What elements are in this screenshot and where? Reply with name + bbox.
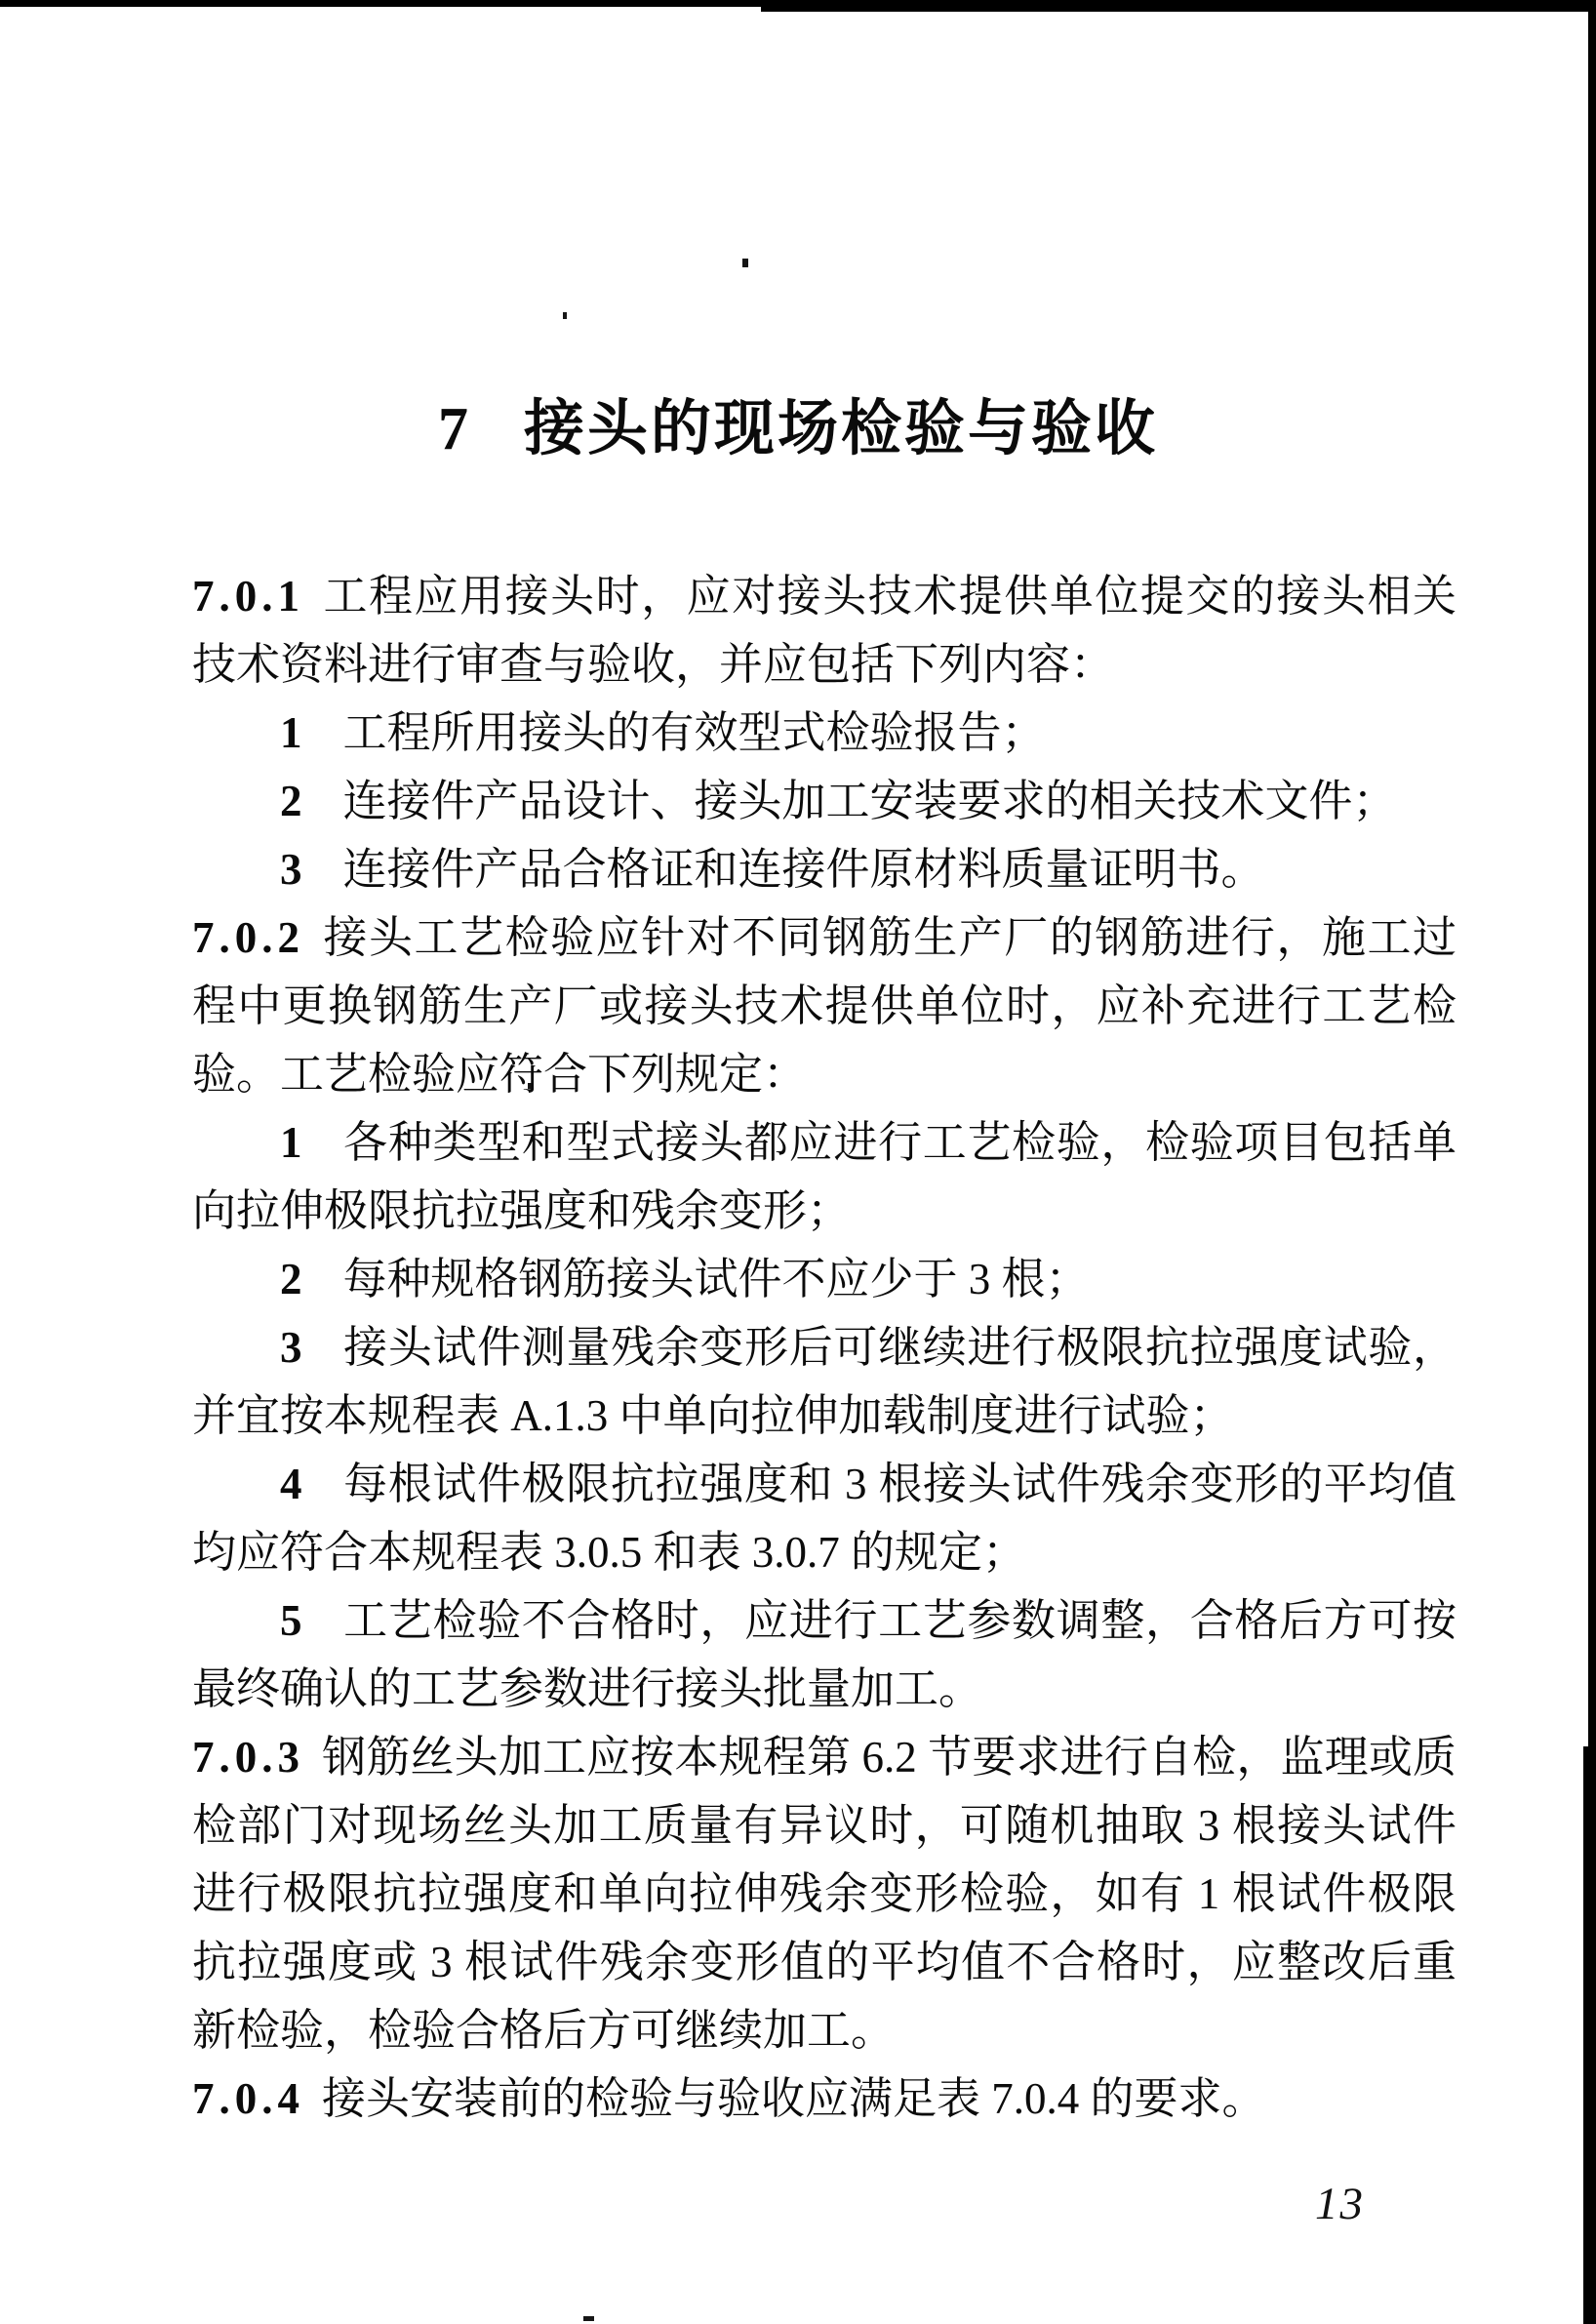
clause-number: 7.0.4 <box>192 2074 304 2123</box>
clause-number: 7.0.2 <box>192 913 304 962</box>
list-item-2 <box>192 767 1456 835</box>
scan-noise-speck <box>583 2316 594 2321</box>
list-item-2 <box>192 1245 1456 1313</box>
clause-text: 工程应用接头时，应对接头技术提供单位提交的接头相关技术资料进行审查与验收，并应包括下列内容： <box>192 572 1456 689</box>
list-item-5 <box>192 1586 1456 1723</box>
list-item-1 <box>192 699 1456 767</box>
clause-text: 钢筋丝头加工应按本规程第 6.2 节要求进行自检，监理或质检部门对现场丝头加工质量有异议时，可随机抽取 3 根接头试件进行极限抗拉强度和单向拉伸残余变形检验，如有 1 根试件极限抗拉强度或 3 根试件残余变形值的平均值不合格时，应整改后重新检验，检验合格后方可继续加工。 <box>192 1733 1456 2055</box>
item-number: 3 <box>280 845 302 894</box>
item-number: 3 <box>280 1323 302 1372</box>
clause-7-0-4 <box>192 2064 1456 2133</box>
item-text: 工程所用接头的有效型式检验报告； <box>342 708 1046 757</box>
chapter-title-text: 接头的现场检验与验收 <box>523 396 1158 462</box>
clause-text: 接头安装前的检验与验收应满足表 7.0.4 的要求。 <box>322 2074 1266 2123</box>
item-number: 1 <box>280 1118 302 1167</box>
item-text: 每根试件极限抗拉强度和 3 根接头试件残余变形的平均值均应符合本规程表 3.0.5 和表 3.0.7 的规定； <box>192 1460 1456 1577</box>
clause-7-0-2 <box>192 903 1456 1108</box>
list-item-3 <box>192 835 1456 903</box>
clause-7-0-1 <box>192 562 1456 699</box>
item-number: 2 <box>280 1255 302 1303</box>
item-text: 工艺检验不合格时，应进行工艺参数调整，合格后方可按最终确认的工艺参数进行接头批量加工。 <box>192 1596 1456 1713</box>
item-text: 接头试件测量残余变形后可继续进行极限抗拉强度试验，并宜按本规程表 A.1.3 中单向拉伸加载制度进行试验； <box>192 1323 1456 1440</box>
scan-artifact-right-edge-bottom <box>1583 1746 1596 2324</box>
item-number: 1 <box>280 708 302 757</box>
clause-number: 7.0.1 <box>192 572 304 621</box>
clause-number: 7.0.3 <box>192 1733 304 1782</box>
scan-noise-speck <box>563 312 567 319</box>
clause-7-0-3 <box>192 1723 1456 2064</box>
item-number: 4 <box>280 1460 302 1508</box>
item-text: 各种类型和型式接头都应进行工艺检验，检验项目包括单向拉伸极限抗拉强度和残余变形； <box>192 1118 1456 1235</box>
item-text: 连接件产品设计、接头加工安装要求的相关技术文件； <box>342 777 1397 825</box>
page-number: 13 <box>1315 2179 1365 2229</box>
item-text: 每种规格钢筋接头试件不应少于 3 根； <box>342 1255 1090 1303</box>
scan-artifact-top-edge-thick <box>761 0 1596 12</box>
item-text: 连接件产品合格证和连接件原材料质量证明书。 <box>342 845 1265 894</box>
clause-body <box>192 562 1456 2133</box>
clause-text: 接头工艺检验应针对不同钢筋生产厂的钢筋进行，施工过程中更换钢筋生产厂或接头技术提供单位时，应补充进行工艺检验。工艺检验应符合下列规定： <box>192 913 1456 1099</box>
chapter-number: 7 <box>437 396 471 462</box>
list-item-3 <box>192 1313 1456 1450</box>
item-number: 5 <box>280 1596 302 1645</box>
list-item-1 <box>192 1108 1456 1245</box>
list-item-4 <box>192 1450 1456 1586</box>
chapter-heading <box>0 392 1596 466</box>
scan-noise-speck <box>742 259 748 267</box>
item-number: 2 <box>280 777 302 825</box>
